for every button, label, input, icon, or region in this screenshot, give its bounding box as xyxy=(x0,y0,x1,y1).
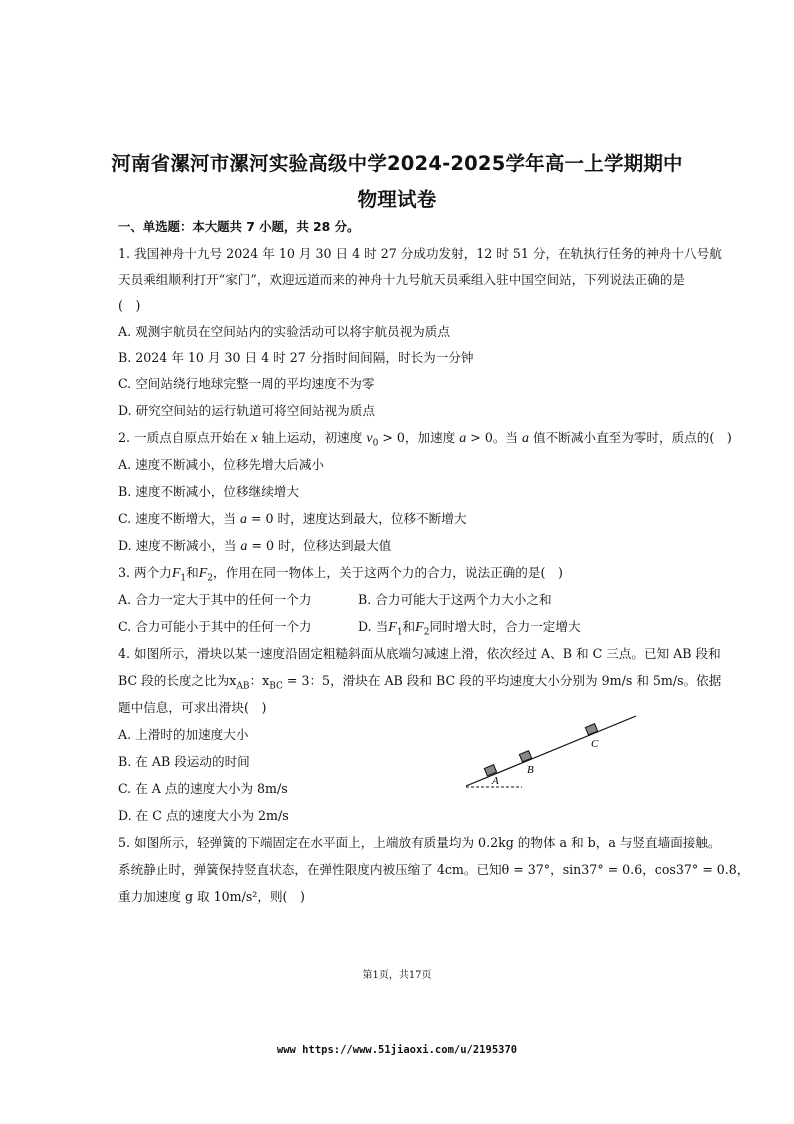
q2-option-a: A. 速度不断减小，位移先增大后减小 xyxy=(118,457,325,472)
q4-stem-text: = 3：5，滑块在 AB 段和 BC 段的平均速度大小分别为 9m/s 和 5m/s。依据 xyxy=(282,673,722,688)
q3-stem xyxy=(118,565,563,587)
q3-var-f: F xyxy=(388,620,397,635)
q1-stem-line1: 1. 我国神舟十九号 2024 年 10 月 30 日 4 时 27 分成功发射，12 时 51 分，在轨执行任务的神舟十八号航 xyxy=(118,246,722,261)
q2-option-d xyxy=(118,538,391,555)
q2-var-x: x xyxy=(251,431,258,446)
q3-subscript: 2 xyxy=(423,627,430,638)
q3-var-f: F xyxy=(415,620,424,635)
q3-var-f: F xyxy=(198,566,208,581)
q3-option-d-text: 和 xyxy=(402,619,416,634)
q2-var-v0: v xyxy=(366,431,373,446)
q3-var-f: F xyxy=(171,566,181,581)
q1-stem-line2: 天员乘组顺利打开“家门”，欢迎远道而来的神舟十九号航天员乘组入驻中国空间站，下列说法正确的是 xyxy=(118,272,686,287)
incline-figure xyxy=(460,712,640,792)
q2-option-b: B. 速度不断减小，位移继续增大 xyxy=(118,484,299,499)
q5-stem-line2: 系统静止时，弹簧保持竖直状态，在弹性限度内被压缩了 4cm。已知θ = 37°，sin37° = 0.6，cos37° = 0.8， xyxy=(118,862,750,877)
source-url[interactable]: www https://www.51jiaoxi.com/u/2195370 xyxy=(276,1044,518,1056)
q4-stem-text: ：x xyxy=(249,673,270,688)
q2-stem-text: > 0，加速度 xyxy=(378,430,460,445)
q3-option-d-text: D. 当 xyxy=(358,619,389,634)
q2-var-a: a xyxy=(239,512,247,527)
q3-stem-text: 和 xyxy=(186,565,199,580)
q3-option-a: A. 合力一定大于其中的任何一个力 xyxy=(118,592,312,607)
section-heading: 一、单选题：本大题共 7 小题，共 28 分。 xyxy=(118,219,360,234)
q2-var-a: a xyxy=(459,431,467,446)
q2-var-a: a xyxy=(522,431,530,446)
q2-stem-text: > 0。当 xyxy=(466,430,523,445)
exam-title-line2: 物理试卷 xyxy=(357,188,437,211)
q2-option-d-text: = 0 时，位移达到最大值 xyxy=(247,538,392,553)
slider-block-c xyxy=(585,724,597,735)
q4-stem-line2 xyxy=(118,673,721,695)
q1-option-a: A. 观测宇航员在空间站内的实验活动可以将宇航员视为质点 xyxy=(118,324,450,339)
q2-option-c-text: = 0 时，速度达到最大，位移不断增大 xyxy=(246,511,467,526)
q4-stem-line3: 题中信息，可求出滑块( ) xyxy=(118,700,267,715)
q2-option-d-text: D. 速度不断减小，当 xyxy=(118,538,241,553)
q5-stem-line3: 重力加速度 g 取 10m/s²，则( ) xyxy=(118,889,305,904)
q3-stem-text: ，作用在同一物体上，关于这两个力的合力，说法正确的是( ) xyxy=(213,565,563,580)
exam-title-line1: 河南省漯河市漯河实验高级中学2024-2025学年高一上学期期中 xyxy=(111,152,683,175)
q2-stem xyxy=(118,430,732,452)
q2-stem-text: 2. 一质点自原点开始在 xyxy=(118,430,252,445)
q4-stem-line1: 4. 如图所示，滑块以某一速度沿固定粗糙斜面从底端匀减速上滑，依次经过 A、B 和 C 三点。已知 AB 段和 xyxy=(118,646,721,661)
q3-subscript: 1 xyxy=(180,573,187,584)
q4-stem-text: BC 段的长度之比为x xyxy=(118,673,237,688)
q2-option-c xyxy=(118,511,466,528)
q2-var-a: a xyxy=(240,539,248,554)
q3-option-c: C. 合力可能小于其中的任何一个力 xyxy=(118,619,312,634)
q3-option-d xyxy=(358,619,581,641)
q2-stem-text: 值不断减小直至为零时，质点的( ) xyxy=(529,430,732,445)
q3-subscript: 2 xyxy=(207,573,213,584)
q2-option-c-text: C. 速度不断增大，当 xyxy=(118,511,240,526)
q4-subscript: AB xyxy=(236,681,250,692)
page-footer: 第1页，共17页 xyxy=(362,970,432,981)
q4-subscript: BC xyxy=(269,681,283,692)
label-point-c: C xyxy=(591,738,599,750)
q4-option-c: C. 在 A 点的速度大小为 8m/s xyxy=(118,781,288,796)
q3-option-d-text: 同时增大时，合力一定增大 xyxy=(429,619,581,634)
label-point-b: B xyxy=(527,764,534,776)
q4-option-b: B. 在 AB 段运动的时间 xyxy=(118,754,250,769)
q1-stem-line3: ( ) xyxy=(118,298,141,313)
q4-option-d: D. 在 C 点的速度大小为 2m/s xyxy=(118,808,289,823)
q4-option-a: A. 上滑时的加速度大小 xyxy=(118,727,249,742)
q3-subscript: 1 xyxy=(396,627,403,638)
q3-option-b: B. 合力可能大于这两个力大小之和 xyxy=(358,592,552,607)
q1-option-d: D. 研究空间站的运行轨道可将空间站视为质点 xyxy=(118,403,375,418)
q5-stem-line1: 5. 如图所示，轻弹簧的下端固定在水平面上，上端放有质量均为 0.2kg 的物体 a 和 b，a 与竖直墙面接触。 xyxy=(118,835,721,850)
q2-v0-subscript: 0 xyxy=(372,438,379,449)
q2-stem-text: 轴上运动，初速度 xyxy=(257,430,367,445)
q1-option-c: C. 空间站绕行地球完整一周的平均速度不为零 xyxy=(118,376,375,391)
q3-stem-text: 3. 两个力 xyxy=(118,565,172,580)
label-point-a: A xyxy=(492,775,499,787)
q1-option-b: B. 2024 年 10 月 30 日 4 时 27 分指时间间隔，时长为一分钟 xyxy=(118,350,474,365)
